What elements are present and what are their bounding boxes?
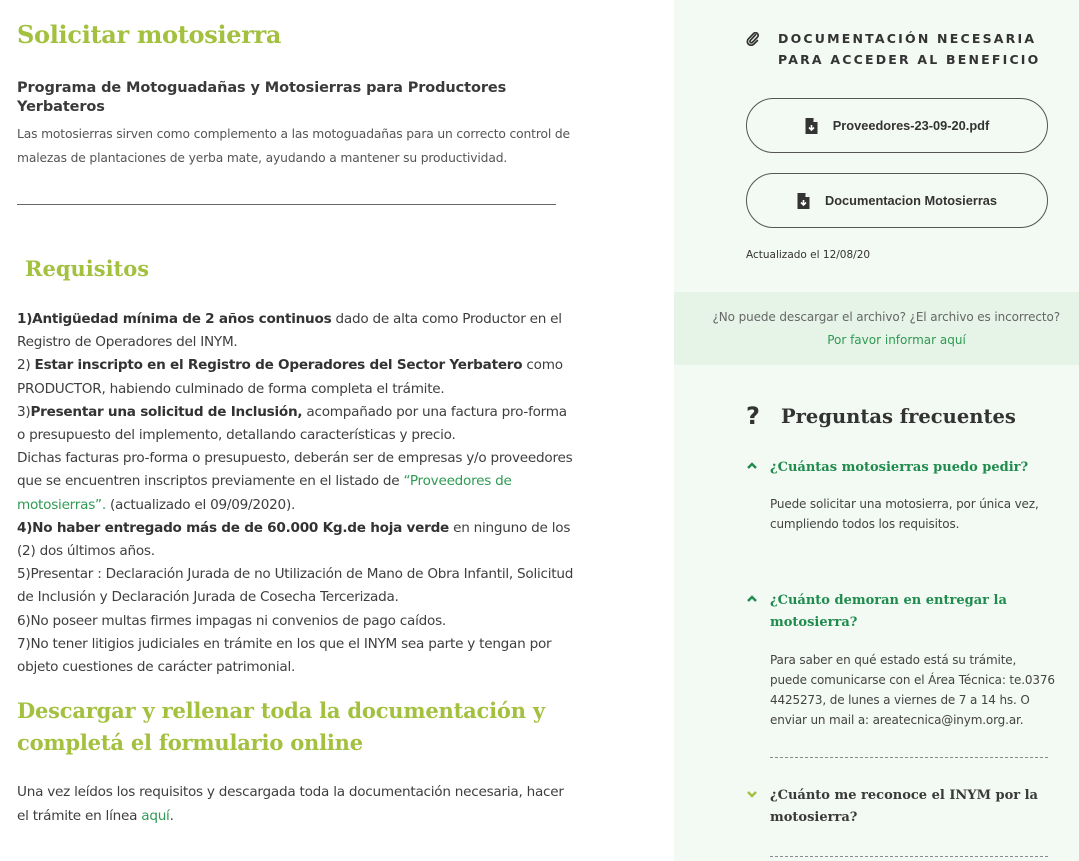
requirement-6: 6)No poseer multas firmes impagas ni convenios de pago caídos. [17, 612, 446, 629]
requirements-title: Requisitos [25, 256, 150, 281]
download-providers-button[interactable] [746, 98, 1048, 153]
req-bold: Presentar una solicitud de Inclusión, [30, 403, 303, 420]
question-mark-icon: ? [746, 402, 760, 430]
req-number: 1) [17, 311, 33, 327]
chevron-up-icon[interactable] [746, 460, 758, 472]
download-button-label: Proveedores-23-09-20.pdf [832, 118, 990, 133]
page-title: Solicitar motosierra [17, 20, 282, 49]
documents-header-text [778, 28, 1041, 70]
faq-item[interactable] [746, 457, 1051, 537]
requirement-2 [17, 354, 577, 400]
chevron-up-icon[interactable] [746, 593, 758, 605]
divider [17, 204, 556, 205]
file-download-icon [805, 118, 818, 134]
req-number: 2) [17, 357, 35, 374]
file-download-icon [797, 193, 810, 209]
chevron-down-icon[interactable] [746, 788, 758, 800]
faq-question[interactable]: ¿Cuántas motosierras puedo pedir? [770, 460, 1029, 475]
requirement-5: 5)Presentar : Declaración Jurada de no Utilización de Mano de Obra Infantil, Solicitud de Inclusión y Declaración Jurada de Cosecha Tercerizada. [17, 566, 574, 606]
program-description: Las motosierras sirven como complemento a las motoguadañas para un correcto control de malezas de plantaciones de yerba mate, ayudando a mantener su productividad. [17, 127, 570, 165]
program-title: Programa de Motoguadañas y Motosierras para Productores Yerbateros [17, 80, 507, 115]
faq-header [746, 402, 1016, 430]
report-link[interactable]: Por favor informar aquí [827, 333, 966, 347]
req-text: en ninguno de los (2) dos últimos años. [17, 519, 571, 560]
report-question: ¿No puede descargar el archivo? ¿El archivo es incorrecto? [712, 310, 1060, 324]
requirements-list [17, 308, 577, 679]
download-section-title: Descargar y rellenar toda la documentación y completá el formulario online [17, 698, 545, 755]
requirement-4 [17, 517, 577, 563]
faq-answer: Puede solicitar una motosierra, por única vez, cumpliendo todos los requisitos. [770, 497, 1039, 531]
requirement-1 [17, 308, 577, 354]
req-bold: Estar inscripto en el Registro de Operadores del Sector Yerbatero [34, 357, 523, 374]
providers-link[interactable]: “Proveedores de motosierras”. [17, 473, 512, 513]
faq-divider [770, 856, 1048, 857]
sidebar [674, 0, 1079, 861]
online-instructions [17, 780, 577, 828]
online-text-end: . [169, 808, 174, 824]
report-problem-band [674, 292, 1079, 365]
req-text: como PRODUCTOR, habiendo culminado de forma completa el trámite. [17, 357, 563, 397]
documents-header-line1: DOCUMENTACIÓN NECESARIA [778, 31, 1037, 46]
req-text: Dichas facturas pro-forma o presupuesto, deberán ser de empresas y/o proveedores que se encuentren inscriptos previamente en el listado de [17, 450, 573, 490]
req-bold: 4)No haber entregado más de de 60.000 Kg.de hoja verde [17, 519, 450, 536]
download-button-label: Documentacion Motosierras [824, 193, 998, 208]
faq-divider [770, 757, 1048, 758]
download-documentation-button[interactable] [746, 173, 1048, 228]
req-text: dado de alta como Productor en el Registro de Operadores del INYM. [17, 311, 562, 351]
faq-answer: Para saber en qué estado está su trámite, puede comunicarse con el Área Técnica: te.0376 4425273, de lunes a viernes de 7 a 14 hs. O enviar un mail a: areatecnica@inym.org.ar. [770, 653, 1055, 727]
requirement-7: 7)No tener litigios judiciales en trámite en los que el INYM sea parte y tengan por objeto cuestiones de carácter patrimonial. [17, 635, 552, 676]
requirement-3-note [17, 447, 577, 517]
requirement-3 [17, 401, 577, 447]
online-text: Una vez leídos los requisitos y descargada toda la documentación necesaria, hacer el trámite en línea [17, 784, 564, 824]
faq-item[interactable] [746, 590, 1055, 740]
req-text: (actualizado el 09/09/2020). [105, 496, 296, 513]
updated-date: Actualizado el 12/08/20 [746, 249, 871, 261]
faq-question[interactable]: ¿Cuánto me reconoce el INYM por la motosierra? [770, 788, 1038, 825]
documents-header [746, 28, 1041, 70]
faq-item[interactable] [746, 785, 1051, 835]
online-form-link[interactable]: aquí [141, 808, 170, 824]
req-text: acompañado por una factura pro-forma o presupuesto del implemento, detallando características y precio. [17, 403, 567, 444]
faq-question[interactable]: ¿Cuánto demoran en entregar la motosierra? [770, 593, 1007, 630]
req-bold: Antigüedad mínima de 2 años continuos [32, 311, 332, 327]
paperclip-icon [746, 32, 760, 46]
documents-header-line2: PARA ACCEDER AL BENEFICIO [778, 52, 1041, 67]
faq-title: Preguntas frecuentes [781, 404, 1016, 428]
req-number: 3) [17, 403, 31, 420]
